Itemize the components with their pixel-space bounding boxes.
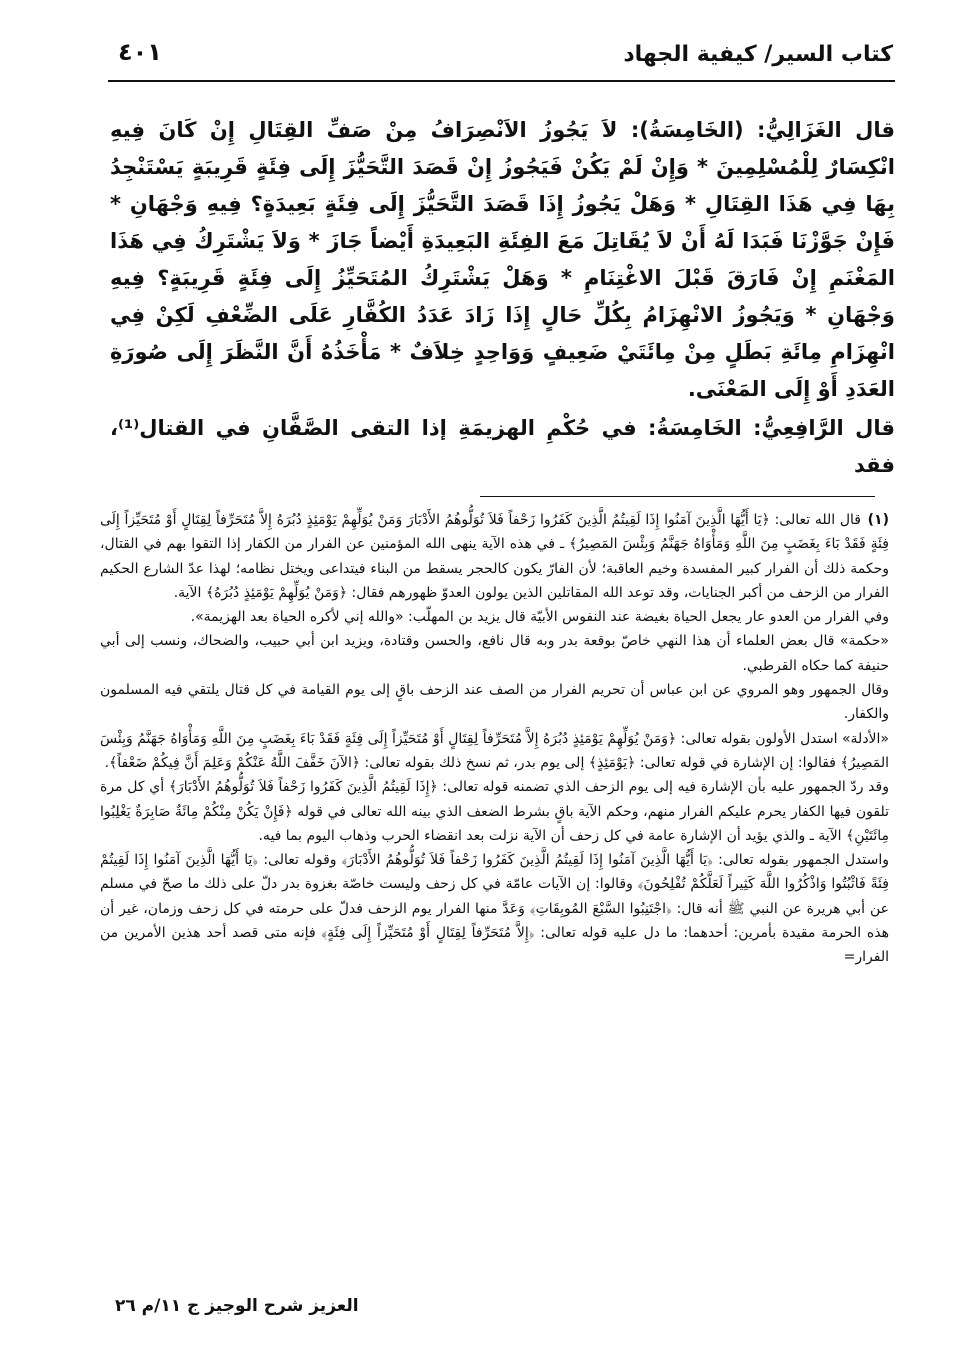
header-divider	[108, 80, 895, 82]
footnote-paragraph: وفي الفرار من العدو عار يجعل الحياة بغيضة عند النفوس الأبيّة قال يزيد بن المهلّب: «والله إني لأكره الحياة بعد الهزيمة».	[190, 609, 889, 626]
footnote-number: (١)	[867, 512, 889, 528]
footnote-paragraph: واستدل الجمهور بقوله تعالى: ﴿يَا أَيُّهَا الَّذِينَ آمَنُوا إِذَا لَقِيتُمُ الَّذِينَ كَفَرُوا زَحْفاً فَلاَ تُوَلُّوهُمُ الأَدْبَارَ﴾ وقوله تعالى: ﴿يَا أَيُّهَا الَّذِينَ آمَنُوا إِذَا لَقِيتُمْ فِئَةً فَاثْبُتُوا وَاذْكُرُوا اللَّهَ كَثِيراً لَعَلَّكُمْ تُفْلِحُونَ﴾ وقالوا: إن الآيات عامّة في كل زحف وليست خاصّة بغزوة بدر دلّ على ذلك ما صحّ في مسلم عن أبي هريرة عن النبي ﷺ أنه قال: ﴿اجْتَنِبُوا السَّبْعَ المُوبِقَاتِ﴾ وَعَدَّ منها الفرار يوم الزحف فدلّ على حرمته في كل زحف وزمان، غير أن هذه الحرمة مقيدة بأمرين: أحدهما: ما دل عليه قوله تعالى: ﴿إِلاَّ مُتَحَرِّفاً لِقِتَالٍ أَوْ مُتَحَيِّزاً إِلَى فِئَةٍ﴾ فإنه متى قصد أحد هذين الأمرين من الفرار=	[100, 852, 889, 966]
footnotes	[100, 508, 889, 970]
footnote-paragraph: وقد ردّ الجمهور عليه بأن الإشارة فيه إلى يوم الزحف الذي تضمنه قوله تعالى: ﴿إِذَا لَقِيتُمُ الَّذِينَ كَفَرُوا زَحْفاً فَلاَ تُوَلُّوهُمُ الأَدْبَارَ﴾ أي كل مرة تلقون فيها الكفار يحرم عليكم الفرار منهم، وحكم الآية باقٍ بشرط الضعف الذي بينه الله تعالى في قوله ﴿فَإِنْ يَكُنْ مِنْكُمْ مِائَةٌ صَابِرَةٌ يَغْلِبُوا مِائَتَيْنِ﴾ الآية ـ والذي يؤيد أن الإشارة عامة في كل زحف أن الآية نزلت بعد انقضاء الحرب وذهاب اليوم بما فيه.	[100, 779, 889, 844]
running-header-title: كتاب السير/ كيفية الجهاد	[623, 42, 893, 67]
footnote-paragraph: «الأدلة» استدل الأولون بقوله تعالى: ﴿وَمَنْ يُوَلِّهِمْ يَوْمَئِذٍ دُبُرَهُ إِلاَّ مُتَحَرِّفاً لِقِتَالٍ أَوْ مُتَحَيِّزاً إِلَى فِئَةٍ فَقَدْ بَاءَ بِغَضَبٍ مِنَ اللَّهِ وَمَأْوَاهُ جَهَنَّمُ وَبِئْسَ المَصِيرُ﴾ فقالوا: إن الإشارة في قوله تعالى: ﴿يَوْمَئِذٍ﴾ إلى يوم بدر، ثم نسخ ذلك بقوله تعالى: ﴿الآنَ خَفَّفَ اللَّهُ عَنْكُمْ وَعَلِمَ أَنَّ فِيكُمْ ضَعْفاً﴾.	[100, 730, 889, 771]
main-text	[110, 112, 895, 484]
footer-signature: العزيز شرح الوجيز ج ١١/م ٢٦	[115, 1296, 359, 1316]
footnote-paragraph	[100, 508, 889, 605]
footnote-paragraph: «حكمة» قال بعض العلماء أن هذا النهي خاصّ بوقعة بدر وبه قال نافع، والحسن وقتادة، ويزيد ابن أبي حبيب، والضحاك، ونسب إلى أبي حنيفة كما حكاه القرطبي.	[100, 633, 889, 674]
ghazali-paragraph: قال الغَزَالِيُّ: (الخَامِسَةُ): لاَ يَجُوزُ الاَنْصِرَافُ مِنْ صَفِّ القِتَالِ إِنْ كَانَ فِيهِ انْكِسَارٌ لِلْمُسْلِمِينَ * وَإِنْ لَمْ يَكُنْ فَيَجُوزُ إِنْ قَصَدَ التَّحَيُّزَ إِلَى فِئَةٍ قَرِيبَةٍ يَسْتَنْجِدُ بِهَا فِي هَذَا القِتَالِ * وَهَلْ يَجُوزُ إِذَا قَصَدَ التَّحَيُّزَ إِلَى فِئَةٍ بَعِيدَةٍ؟ فِيهِ وَجْهَانِ * فَإِنْ جَوَّزْنَا فَبَدَا لَهُ أَنْ لاَ يُقَاتِلَ مَعَ الفِئَةِ البَعِيدَةِ أَيْضاً جَازَ * وَلاَ يَشْتَرِكُ فِي هَذَا المَغْنَمِ إِنْ فَارَقَ قَبْلَ الاغْتِنَامِ * وَهَلْ يَشْتَرِكُ المُتَحَيِّزُ إِلَى فِئَةٍ قَرِيبَةٍ؟ فِيهِ وَجْهَانِ * وَيَجُوزُ الانْهِزَامُ بِكُلِّ حَالٍ إِذَا زَادَ عَدَدُ الكُفَّارِ عَلَى الضِّعْفِ لَكِنْ فِي انْهِزَامِ مِائَةِ بَطَلٍ مِنْ مِائَتَيْ ضَعِيفٍ وَوَاحِدٍ خِلاَفٌ * مَأْخَذُهُ أَنَّ النَّظَرَ إِلَى صُورَةِ العَدَدِ أَوْ إِلَى المَعْنَى.	[110, 118, 895, 401]
footnote-divider	[480, 496, 875, 497]
footnote-text: قال الله تعالى: ﴿يَا أَيُّهَا الَّذِينَ آمَنُوا إِذَا لَقِيتُمُ الَّذِينَ كَفَرُوا زَحْفاً فَلاَ تُوَلُّوهُمُ الأَدْبَارَ وَمَنْ يُوَلِّهِمْ يَوْمَئِذٍ دُبُرَهُ إِلاَّ مُتَحَرِّفاً لِقِتَالٍ أَوْ مُتَحَيِّزاً إِلَى فِئَةٍ فَقَدْ بَاءَ بِغَضَبٍ مِنَ اللَّهِ وَمَأْوَاهُ جَهَنَّمُ وَبِئْسَ المَصِيرُ﴾ ـ في هذه الآية ينهى الله المؤمنين عن الفرار من الكفار إذا التقوا بهم في القتال، وحكمة ذلك أن الفرار كبير المفسدة وخيم العاقبة؛ لأن الفارّ يكون كالحجر يسقط من البناء فيتداعى ويختل نظامه؛ لهذا عدّ الشارع الحكيم الفرار من الزحف من أكبر الجنايات، وقد توعد الله المقاتلين الذين يولون العدوّ ظهورهم فقال: ﴿وَمَنْ يُوَلِّهِمْ يَوْمَئِذٍ دُبُرَهُ﴾ الآية.	[100, 512, 889, 601]
rafii-paragraph: قال الرَّافِعِيُّ: الخَامِسَةُ: في حُكْمِ الهزيمَةِ إذا التقى الصَّفَّانِ في القتال⁽¹⁾، فقد	[110, 416, 895, 477]
footnote-paragraph: وقال الجمهور وهو المروي عن ابن عباس أن تحريم الفرار من الصف عند الزحف باقٍ إلى يوم القيامة في كل قتال يلتقي فيه المسلمون والكفار.	[100, 682, 889, 723]
page-number: ٤٠١	[118, 38, 162, 66]
